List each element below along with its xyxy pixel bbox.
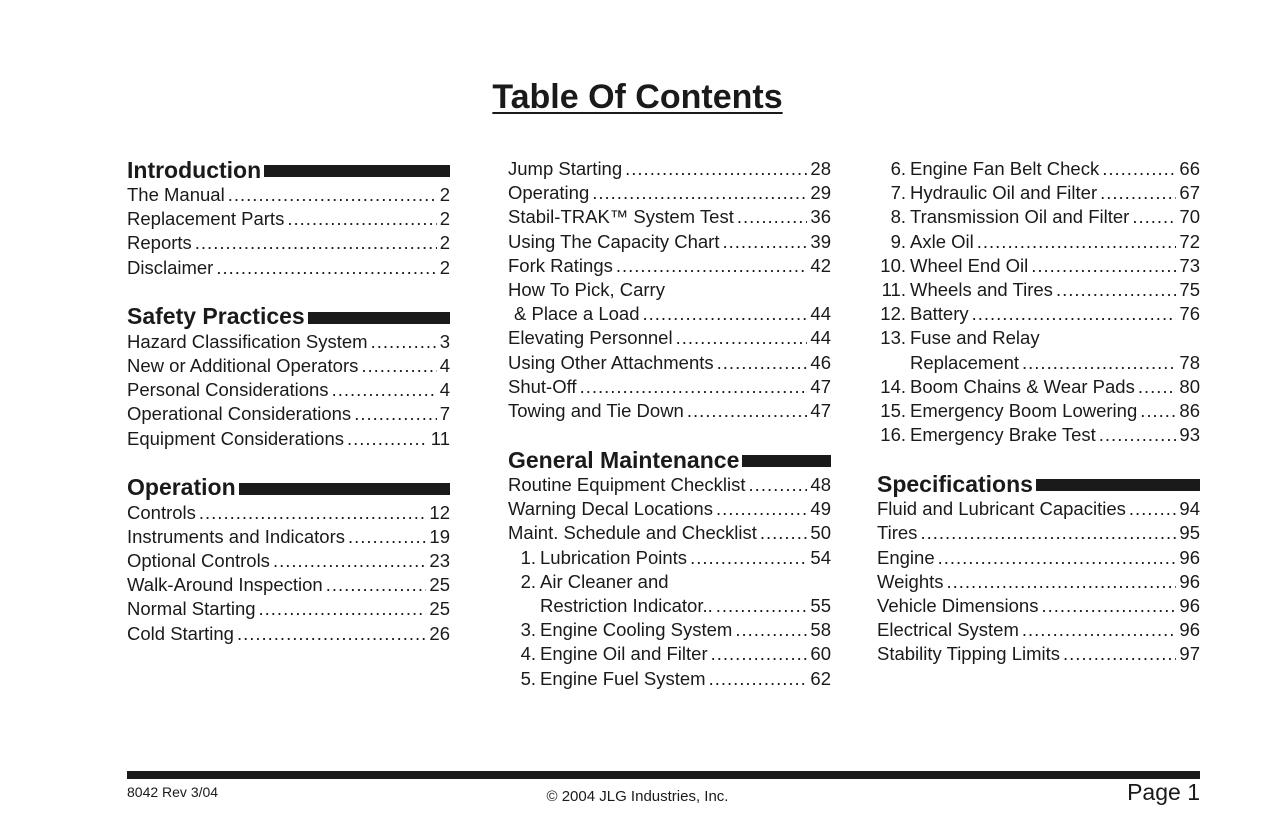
toc-entry[interactable] — [508, 473, 831, 497]
toc-entry-number: 7. — [890, 182, 906, 204]
section-heading — [508, 447, 831, 473]
toc-entry-page: 47 — [810, 375, 831, 397]
toc-entry[interactable] — [877, 570, 1200, 594]
toc-entry-page: 2 — [439, 208, 450, 230]
toc-dot-leader — [1031, 254, 1176, 278]
toc-dot-leader — [592, 181, 807, 205]
toc-entry[interactable] — [877, 254, 1200, 278]
toc-entry-label: Normal Starting — [127, 598, 256, 620]
toc-entry-page: 44 — [810, 327, 831, 349]
toc-entry[interactable] — [508, 570, 831, 594]
toc-entry[interactable] — [508, 546, 831, 570]
toc-entry[interactable] — [877, 157, 1200, 181]
toc-dot-leader — [237, 622, 426, 646]
toc-entry[interactable] — [877, 205, 1200, 229]
section-heading-text: Specifications — [877, 470, 1033, 497]
toc-dot-leader — [1022, 618, 1177, 642]
page-title: Table Of Contents — [492, 78, 783, 116]
toc-entry-label: Engine Fuel System — [540, 667, 706, 689]
toc-dot-leader — [676, 326, 808, 350]
toc-dot-leader — [195, 231, 437, 255]
toc-dot-leader — [1041, 594, 1176, 618]
toc-entry-page: 26 — [429, 622, 450, 644]
toc-entry-page: 44 — [810, 303, 831, 325]
toc-dot-leader — [735, 618, 807, 642]
toc-entry[interactable] — [877, 326, 1200, 350]
toc-entry-page: 96 — [1179, 595, 1200, 616]
footer-page-number: Page 1 — [1127, 779, 1200, 805]
toc-entry-number: 14. — [880, 375, 906, 397]
toc-entry-page: 25 — [429, 598, 450, 620]
section-heading-bar — [239, 483, 450, 495]
toc-dot-leader — [1129, 497, 1177, 521]
toc-dot-leader — [199, 501, 427, 525]
toc-entry[interactable] — [127, 427, 450, 451]
toc-entry-label: Fork Ratings — [508, 254, 613, 276]
toc-entry-page: 58 — [810, 619, 831, 641]
toc-entry-page: 42 — [810, 254, 831, 276]
toc-entry-label: Replacement — [910, 351, 1020, 373]
section-heading — [127, 157, 450, 183]
section-heading-text: Operation — [127, 474, 236, 501]
toc-entry-page: 4 — [439, 354, 450, 376]
toc-entry-page: 12 — [429, 501, 450, 523]
toc-entry[interactable] — [508, 497, 831, 521]
toc-entry-number: 5. — [520, 667, 536, 689]
toc-dot-leader — [711, 642, 808, 666]
toc-entry-label: Transmission Oil and Filter — [910, 206, 1130, 228]
toc-entry[interactable] — [877, 278, 1200, 302]
toc-entry[interactable] — [508, 667, 831, 691]
toc-entry[interactable] — [508, 351, 831, 375]
toc-entry-label: Jump Starting — [508, 158, 623, 179]
toc-entry-page: 80 — [1179, 375, 1200, 397]
toc-entry[interactable] — [127, 231, 450, 255]
toc-entry[interactable] — [508, 302, 831, 326]
toc-dot-leader — [717, 351, 808, 375]
toc-entry-number: 1. — [520, 546, 536, 568]
toc-entry-label: Engine Cooling System — [540, 619, 733, 641]
toc-entry[interactable] — [508, 205, 831, 229]
toc-column-1 — [127, 157, 450, 646]
toc-dot-leader — [1099, 423, 1177, 447]
toc-entry[interactable] — [127, 207, 450, 231]
toc-dot-leader — [580, 375, 808, 399]
section-heading — [127, 304, 450, 330]
toc-dot-leader — [361, 354, 436, 378]
toc-entry[interactable] — [508, 642, 831, 666]
toc-entry-page: 3 — [439, 330, 450, 352]
toc-entry[interactable] — [877, 497, 1200, 521]
toc-entry-page: 93 — [1179, 424, 1200, 446]
toc-entry-label: Vehicle Dimensions — [877, 595, 1039, 616]
toc-entry-page: 19 — [429, 525, 450, 547]
toc-entry[interactable] — [127, 402, 450, 426]
toc-entry[interactable] — [877, 181, 1200, 205]
toc-entry-label: Fluid and Lubricant Capacities — [877, 498, 1126, 520]
toc-entry-label: Fuse and Relay — [910, 327, 1040, 349]
toc-entry-label: Tires — [877, 522, 918, 544]
toc-dot-leader — [1140, 399, 1176, 423]
toc-entry-page: 67 — [1179, 182, 1200, 204]
toc-dot-leader — [938, 546, 1177, 570]
section-heading — [877, 471, 1200, 497]
toc-entry[interactable] — [877, 594, 1200, 618]
toc-entry[interactable] — [877, 423, 1200, 447]
toc-entry-page: 2 — [439, 232, 450, 254]
toc-entry-page: 62 — [810, 667, 831, 689]
toc-entry[interactable] — [508, 278, 831, 302]
toc-entry-page: 11 — [430, 427, 450, 449]
toc-entry[interactable] — [877, 351, 1200, 375]
toc-dot-leader — [347, 427, 428, 451]
toc-entry[interactable] — [877, 642, 1200, 666]
toc-dot-leader — [642, 302, 807, 326]
toc-entry-label: Walk-Around Inspection — [127, 574, 323, 596]
toc-entry-number: 16. — [880, 424, 906, 446]
toc-entry-number: 6. — [890, 158, 906, 179]
toc-entry-page: 2 — [439, 256, 450, 278]
toc-entry[interactable] — [127, 622, 450, 646]
toc-entry[interactable] — [127, 573, 450, 597]
toc-entry-label: Battery — [910, 303, 969, 325]
toc-entry[interactable] — [127, 330, 450, 354]
toc-entry[interactable] — [508, 521, 831, 545]
toc-dot-leader — [687, 399, 808, 423]
toc-entry-number: 12. — [880, 303, 906, 325]
toc-entry[interactable] — [127, 549, 450, 573]
toc-entry[interactable] — [127, 378, 450, 402]
toc-entry[interactable] — [508, 254, 831, 278]
toc-entry-page: 86 — [1179, 399, 1200, 421]
toc-dot-leader — [332, 378, 437, 402]
toc-entry-number: 11. — [881, 278, 906, 300]
toc-dot-leader — [1100, 181, 1176, 205]
toc-entry-label: Emergency Boom Lowering — [910, 399, 1138, 421]
toc-entry-label: Replacement Parts — [127, 208, 285, 230]
toc-dot-leader — [616, 254, 808, 278]
toc-entry[interactable] — [877, 375, 1200, 399]
toc-dot-leader — [709, 667, 808, 691]
toc-dot-leader — [920, 521, 1176, 545]
toc-entry-label: Instruments and Indicators — [127, 525, 345, 547]
toc-entry[interactable] — [127, 354, 450, 378]
toc-entry-page: 75 — [1179, 278, 1200, 300]
toc-entry[interactable] — [508, 326, 831, 350]
footer-doc-number: 8042 Rev 3/04 — [127, 784, 219, 800]
toc-entry[interactable] — [508, 375, 831, 399]
toc-column-3 — [877, 157, 1200, 667]
toc-entry[interactable] — [508, 618, 831, 642]
toc-entry-page: 36 — [810, 206, 831, 228]
toc-entry[interactable] — [508, 181, 831, 205]
toc-entry-page: 94 — [1179, 498, 1200, 520]
toc-dot-leader — [716, 594, 808, 618]
toc-entry-label: Engine — [877, 546, 935, 568]
toc-entry-label: Restriction Indicator.. — [540, 595, 713, 616]
toc-dot-leader — [690, 546, 807, 570]
toc-entry[interactable] — [877, 399, 1200, 423]
toc-entry[interactable] — [508, 594, 831, 618]
toc-entry-page: 96 — [1179, 546, 1200, 568]
section-heading-text: Safety Practices — [127, 303, 305, 330]
toc-entry-label: Using Other Attachments — [508, 351, 714, 373]
toc-dot-leader — [977, 230, 1177, 254]
toc-dot-leader — [1102, 157, 1176, 181]
toc-entry-label: Using The Capacity Chart — [508, 230, 720, 252]
toc-entry-page: 76 — [1179, 303, 1200, 325]
toc-entry-number: 3. — [520, 619, 536, 641]
toc-entry-label: Disclaimer — [127, 256, 214, 278]
toc-entry[interactable] — [127, 501, 450, 525]
section-heading — [127, 475, 450, 501]
toc-entry-label: The Manual — [127, 184, 225, 205]
section-heading-bar — [742, 455, 831, 467]
toc-entry-page: 66 — [1179, 158, 1200, 179]
toc-entry-label: Operating — [508, 182, 590, 204]
toc-entry-label: Weights — [877, 570, 944, 592]
toc-entry-label: Engine Fan Belt Check — [910, 158, 1100, 179]
toc-entry-label: & Place a Load — [514, 303, 640, 325]
section-heading-text: Introduction — [127, 156, 262, 183]
toc-entry-page: 50 — [810, 522, 831, 544]
toc-entry[interactable] — [877, 230, 1200, 254]
toc-dot-leader — [625, 157, 807, 181]
toc-entry-page: 7 — [439, 403, 450, 425]
toc-entry-label: Electrical System — [877, 619, 1019, 641]
toc-entry-label: Towing and Tie Down — [508, 399, 684, 421]
toc-entry-label: Engine Oil and Filter — [540, 643, 708, 665]
toc-entry-page: 96 — [1179, 619, 1200, 641]
toc-entry-label: Stabil-TRAK™ System Test — [508, 206, 734, 228]
toc-dot-leader — [1056, 278, 1176, 302]
toc-entry-label: Hazard Classification System — [127, 330, 368, 352]
toc-entry[interactable] — [877, 521, 1200, 545]
toc-entry-label: Optional Controls — [127, 550, 270, 572]
toc-entry-label: Elevating Personnel — [508, 327, 673, 349]
toc-entry-number: 8. — [890, 206, 906, 228]
toc-entry-label: Hydraulic Oil and Filter — [910, 182, 1098, 204]
toc-dot-leader — [749, 473, 808, 497]
section-heading-text: General Maintenance — [508, 446, 740, 473]
toc-entry-number: 15. — [880, 399, 906, 421]
toc-entry[interactable] — [877, 618, 1200, 642]
toc-dot-leader — [972, 302, 1177, 326]
toc-entry-page: 2 — [439, 184, 450, 205]
toc-entry-number: 9. — [890, 230, 906, 252]
toc-entry-label: Equipment Considerations — [127, 427, 344, 449]
toc-entry-label: New or Additional Operators — [127, 354, 359, 376]
toc-entry-label: Personal Considerations — [127, 379, 329, 401]
toc-entry-label: Controls — [127, 501, 196, 523]
toc-entry[interactable] — [127, 525, 450, 549]
toc-entry[interactable] — [127, 183, 450, 207]
toc-entry-page: 55 — [810, 595, 831, 616]
toc-entry-page: 46 — [810, 351, 831, 373]
toc-entry-page: 49 — [810, 498, 831, 520]
toc-column-2 — [508, 157, 831, 691]
toc-entry-page: 47 — [810, 399, 831, 421]
toc-entry-label: Lubrication Points — [540, 546, 688, 568]
section-heading-bar — [264, 165, 450, 177]
footer-rule — [127, 771, 1200, 779]
toc-dot-leader — [716, 497, 807, 521]
toc-entry-label: Cold Starting — [127, 622, 234, 644]
toc-dot-leader — [354, 402, 437, 426]
toc-entry-label: Boom Chains & Wear Pads — [910, 375, 1135, 397]
toc-entry-number: 2. — [520, 570, 536, 592]
toc-entry-page: 29 — [810, 182, 831, 204]
toc-dot-leader — [1132, 205, 1176, 229]
toc-entry-page: 78 — [1179, 351, 1200, 373]
toc-entry-page: 95 — [1179, 522, 1200, 544]
toc-entry[interactable] — [508, 399, 831, 423]
toc-dot-leader — [259, 597, 427, 621]
toc-dot-leader — [1022, 351, 1176, 375]
toc-dot-leader — [228, 183, 437, 207]
section-heading-bar — [308, 312, 450, 324]
toc-entry-page: 73 — [1179, 254, 1200, 276]
toc-entry-page: 96 — [1179, 570, 1200, 592]
toc-entry-label: Reports — [127, 232, 192, 254]
toc-entry-label: Axle Oil — [910, 230, 974, 252]
toc-dot-leader — [371, 330, 437, 354]
toc-entry-page: 70 — [1179, 206, 1200, 228]
toc-entry-label: Routine Equipment Checklist — [508, 474, 746, 496]
toc-entry-label: Wheel End Oil — [910, 254, 1029, 276]
toc-entry-label: Stability Tipping Limits — [877, 643, 1061, 665]
toc-entry-label: Wheels and Tires — [910, 278, 1053, 300]
toc-entry-label: Shut-Off — [508, 375, 577, 397]
toc-entry-label: Operational Considerations — [127, 403, 352, 425]
toc-entry-page: 60 — [810, 643, 831, 665]
toc-entry-page: 23 — [429, 550, 450, 572]
toc-entry-page: 25 — [429, 574, 450, 596]
footer-copyright: © 2004 JLG Industries, Inc. — [546, 788, 729, 805]
toc-dot-leader — [947, 570, 1177, 594]
section-heading-bar — [1036, 479, 1200, 491]
toc-entry-page: 4 — [439, 379, 450, 401]
toc-dot-leader — [1138, 375, 1177, 399]
toc-entry-label: Maint. Schedule and Checklist — [508, 522, 757, 544]
toc-dot-leader — [216, 256, 436, 280]
toc-entry-label: Emergency Brake Test — [910, 424, 1096, 446]
toc-dot-leader — [326, 573, 427, 597]
toc-dot-leader — [1063, 642, 1176, 666]
toc-entry-number: 4. — [520, 643, 536, 665]
toc-entry[interactable] — [508, 157, 831, 181]
toc-entry-page: 28 — [810, 158, 831, 179]
toc-entry-page: 97 — [1179, 643, 1200, 665]
toc-dot-leader — [737, 205, 808, 229]
toc-entry[interactable] — [877, 302, 1200, 326]
toc-dot-leader — [722, 230, 807, 254]
toc-entry-page: 54 — [810, 546, 831, 568]
toc-entry-page: 72 — [1179, 230, 1200, 252]
toc-entry-page: 48 — [810, 474, 831, 496]
toc-dot-leader — [760, 521, 808, 545]
toc-entry-label: How To Pick, Carry — [508, 278, 665, 300]
toc-entry-label: Warning Decal Locations — [508, 498, 713, 520]
toc-dot-leader — [273, 549, 426, 573]
toc-entry-number: 10. — [880, 254, 906, 276]
toc-entry-page: 39 — [810, 230, 831, 252]
toc-entry[interactable] — [508, 230, 831, 254]
toc-dot-leader — [348, 525, 426, 549]
toc-entry[interactable] — [127, 597, 450, 621]
toc-entry-label: Air Cleaner and — [540, 570, 669, 592]
toc-entry-number: 13. — [880, 327, 906, 349]
toc-entry[interactable] — [127, 256, 450, 280]
toc-dot-leader — [287, 207, 436, 231]
toc-entry[interactable] — [877, 546, 1200, 570]
